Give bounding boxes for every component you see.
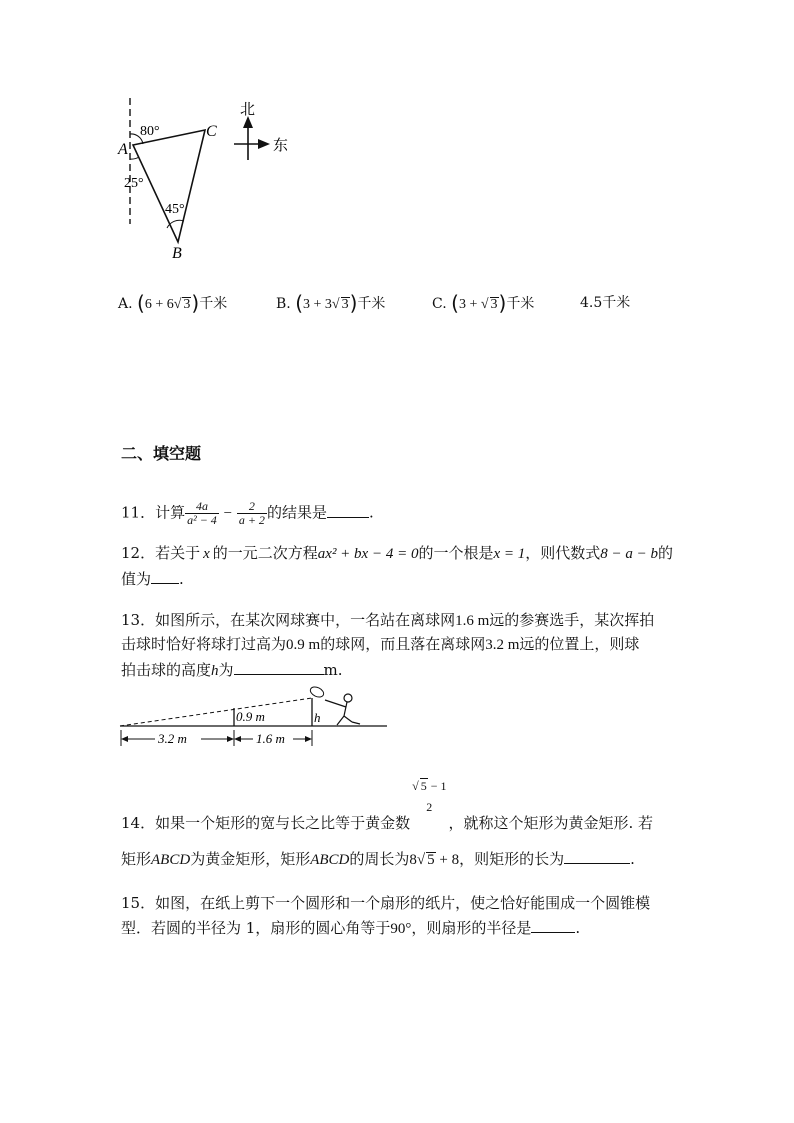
racket-head [309,686,325,699]
h-label: h [314,710,321,725]
net-label: 0.9 m [236,709,265,724]
option-a[interactable]: A. (6 + 6√ 3)千米 [118,291,228,315]
q11-fraction-1 [185,500,219,527]
label-c: C [206,123,217,140]
q15-text-b: 型．若圆的半径为 1，扇形的圆心角等于 [121,919,391,937]
q13-unit: m. [323,661,343,679]
q14-abcd-2: ABCD [310,852,350,868]
q12-var-x: x [203,546,210,562]
option-c-letter: C. [432,296,447,312]
q14-text-b: ，就称这个矩形为黄金矩形. 若 [448,814,654,832]
q14-text-a: 14．如果一个矩形的宽与长之比等于黄金数 [121,814,411,832]
bearing-triangle-diagram [110,92,310,264]
option-c-radicand: 3 [490,297,498,312]
q13-distance-2: 3.2 m [485,637,520,653]
q11-minus: − [223,505,233,522]
tennis-diagram [115,686,395,752]
arrowhead-1-right [227,736,234,742]
section-title: 二、填空题 [121,444,202,463]
question-11 [121,500,374,527]
q12-equation: ax² + bx − 4 = 0 [317,546,419,562]
q14-perimeter-radicand: 5 [427,852,435,868]
q13-text-e: 远的位置上，则球 [519,635,640,653]
q12-text-c: 的一个根是 [418,544,494,562]
q12-text-b: 的一元二次方程 [212,544,318,562]
question-15-line-2 [121,917,580,939]
q11-suffix: 的结果是 [266,503,327,522]
option-a-unit: 千米 [199,296,228,312]
q13-distance-1: 1.6 m [455,613,490,629]
arrowhead-2-right [305,736,312,742]
q13-text-d: 的球网，而且落在离球网 [320,635,486,653]
option-b-unit: 千米 [357,296,386,312]
q14-perimeter-plus: + 8 [435,852,460,868]
q11-frac2-denominator: a + 2 [238,513,265,527]
q11-frac1-numerator: 4a [185,500,219,514]
q11-frac1-denominator: a² − 4 [187,513,217,527]
q13-var-h: h [211,663,219,679]
q12-root: x = 1 [493,546,526,562]
question-14-line-2 [121,848,635,870]
option-d[interactable] [580,293,630,313]
length-label-2: 1.6 m [256,731,285,746]
question-12-line-1 [121,543,673,564]
q15-angle: 90° [390,921,412,937]
q11-end: . [368,503,374,522]
option-c-expr: 3 + [458,297,481,312]
angle-label-45: 45° [165,202,185,217]
arrowhead-2-left [234,736,241,742]
q14-end: . [630,850,635,868]
option-a-radicand: 3 [183,297,191,312]
q14-golden-radicand: 5 [420,779,427,793]
question-12-line-2 [121,568,184,589]
length-label-1: 3.2 m [158,731,187,746]
angle-label-80: 80° [140,124,160,139]
ball-trajectory [120,698,312,726]
angle-arc-25 [130,157,139,159]
option-c-unit: 千米 [506,296,535,312]
q11-frac2-numerator: 2 [237,500,267,514]
option-a-expr: 6 + 6 [144,297,174,312]
q14-text-c: 矩形 [121,850,152,868]
q15-end: . [575,919,581,937]
compass-east-arrowhead [258,139,270,149]
option-c[interactable]: C. (3 + √ 3)千米 [432,291,535,315]
q11-answer-blank[interactable] [327,502,369,518]
q14-perimeter: 8√ 5 + 8 [409,852,460,868]
q15-answer-blank[interactable] [531,917,575,933]
question-15-line-1 [121,893,650,913]
q12-text-e: 的 [658,544,674,562]
q13-text-a: 13．如图所示，在某次网球赛中，一名站在离球网 [121,611,456,629]
q14-golden-rest: − 1 [427,779,447,793]
label-b: B [172,245,182,262]
q13-text-g: 为 [218,661,234,679]
option-a-letter: A. [118,296,133,312]
q14-text-f: ，则矩形的长为 [459,850,565,868]
option-d-text: 4.5千米 [580,295,631,311]
q13-text-b: 远的参赛选手，某次挥拍 [489,611,655,629]
option-b[interactable]: B. (3 + 3√ 3)千米 [276,291,386,315]
angle-label-25: 25° [124,176,144,191]
compass-north-label: 北 [240,102,256,118]
q14-text-e: 的周长为 [349,850,410,868]
question-13-line-1 [121,610,654,631]
q12-text-a: 12．若关于 [121,544,201,562]
q14-answer-blank[interactable] [564,848,630,864]
arrowhead-1-left [121,736,128,742]
q11-prefix: 11．计算 [121,503,186,522]
q14-perimeter-coef: 8 [409,852,417,868]
label-a: A [118,141,128,158]
q12-answer-blank[interactable] [151,568,179,584]
q13-text-f: 拍击球的高度 [121,661,212,679]
option-b-expr: 3 + 3 [303,297,332,312]
q13-answer-blank[interactable] [234,659,324,675]
question-13-line-3 [121,659,343,681]
q11-fraction-2 [237,500,267,527]
q14-abcd-1: ABCD [151,852,191,868]
q15-text-c: ，则扇形的半径是 [411,919,532,937]
q12-end: . [179,570,184,588]
q14-golden-denominator: 2 [426,800,433,814]
q13-net-height: 0.9 m [286,637,321,653]
q14-text-d: 为黄金矩形，矩形 [190,850,311,868]
q12-text-d: ，则代数式 [525,544,601,562]
q13-text-c: 击球时恰好将球打过高为 [121,635,287,653]
player-figure [325,694,360,725]
question-13-line-2 [121,634,639,655]
question-14-line-1 [121,779,654,832]
q14-golden-ratio: √ 5 − 1 2 [412,779,447,814]
q12-text-value: 值为 [121,570,152,588]
q15-text-a: 15．如图，在纸上剪下一个圆形和一个扇形的纸片，使之恰好能围成一个圆锥模 [121,894,651,912]
option-b-letter: B. [276,296,291,312]
option-b-radicand: 3 [341,297,349,312]
compass-east-label: 东 [273,138,289,154]
q12-expression: 8 − a − b [600,546,659,562]
